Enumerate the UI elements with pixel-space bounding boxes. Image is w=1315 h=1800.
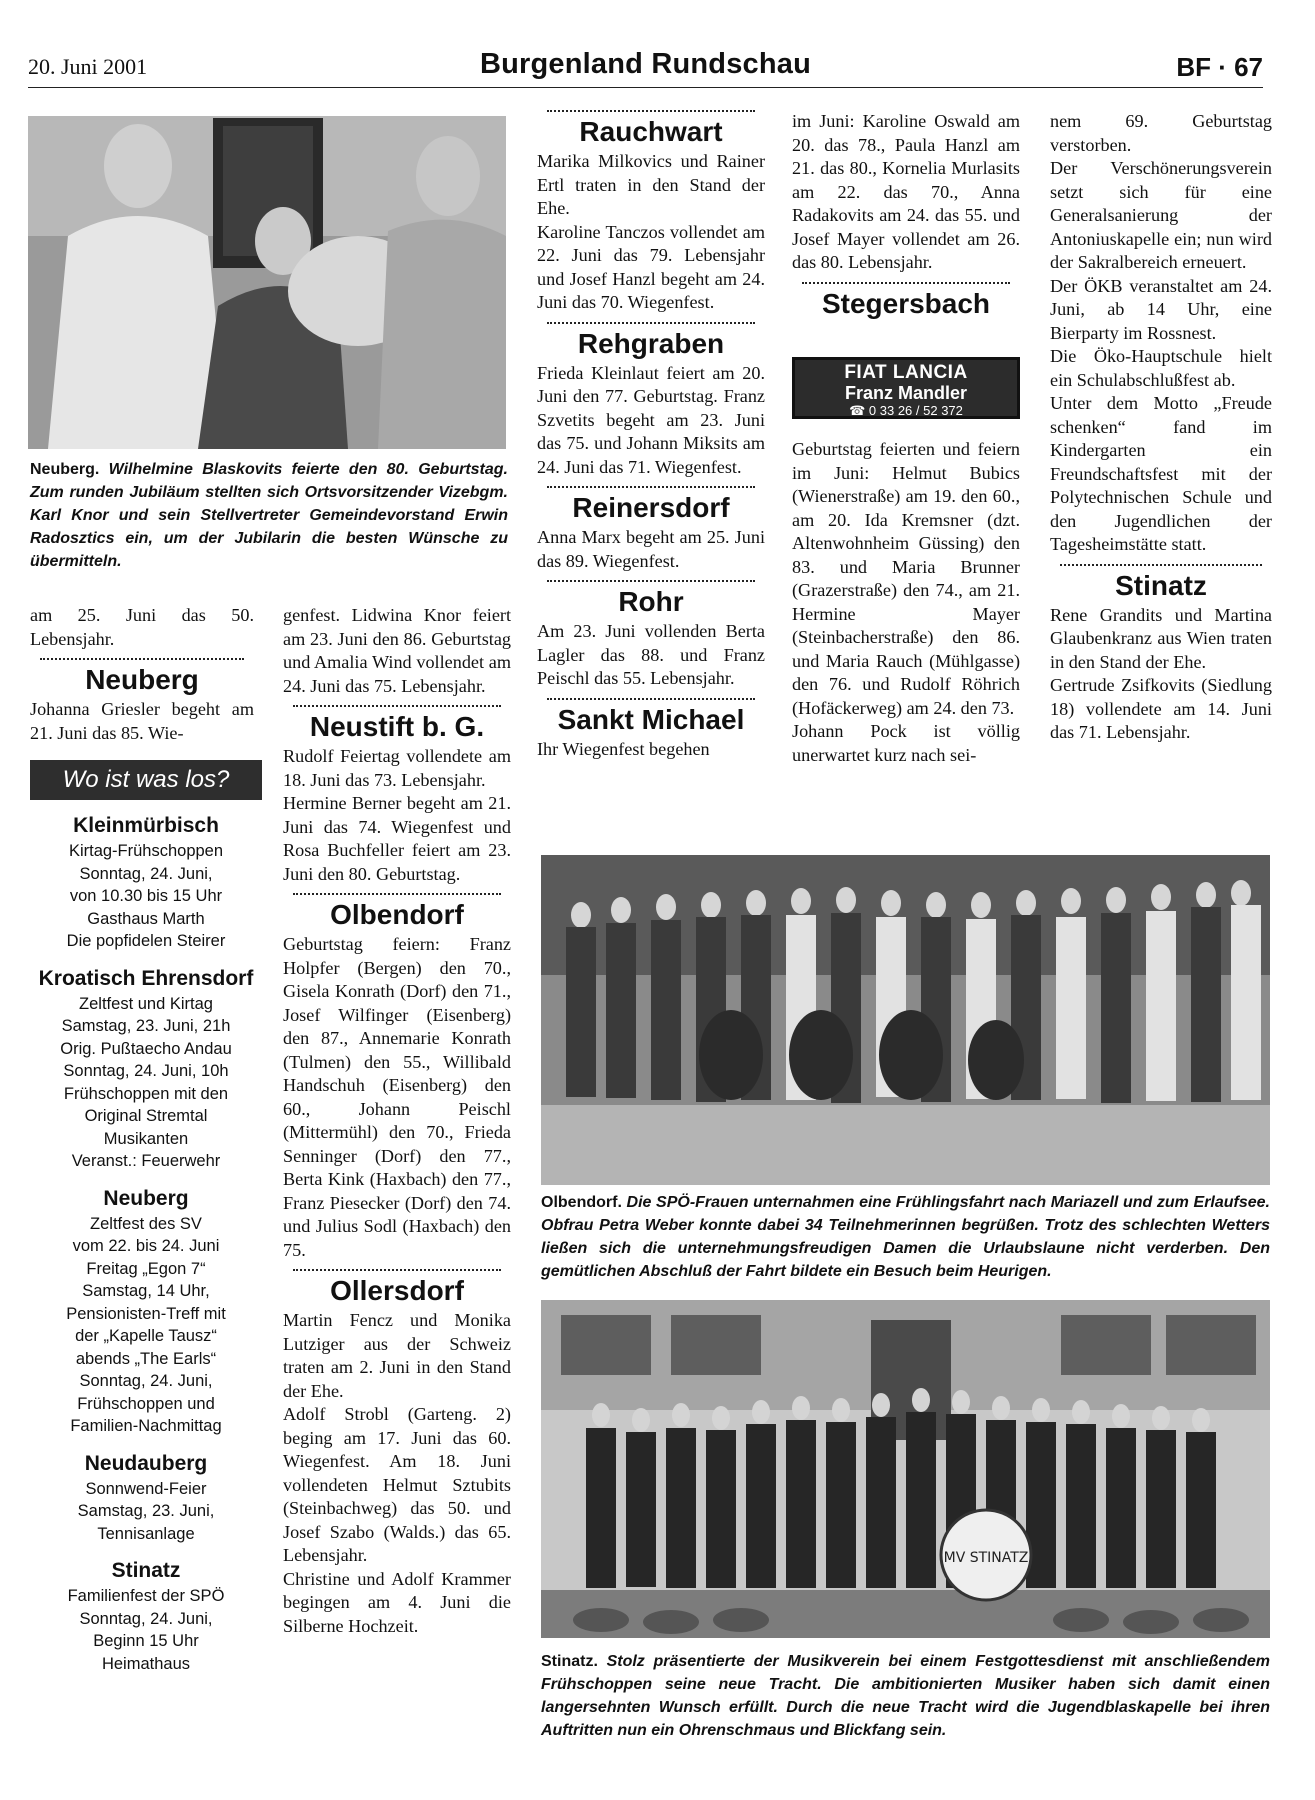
caption-text: Die SPÖ-Frauen unternahmen eine Frühlingsfahrt nach Mariazell und zum Erlaufsee. Obfrau Petra Weber konnte dabei 34 Teilnehmerinnen begrüßen. Trotz des schlechten Wetters ließen sich die unternehmungsfreudigen Damen die Urlaubslaune nicht verderben. Den gemütlichen Abschluß der Fahrt bildete ein Besuch beim Heurigen. <box>541 1194 1270 1280</box>
event-line: Zeltfest und Kirtag <box>79 994 213 1013</box>
event-place: Neuberg <box>103 1186 189 1210</box>
paragraph: Martin Fencz und Monika Lutziger aus der Schweiz traten am 2. Juni in den Stand der Ehe. <box>283 1310 511 1401</box>
locality-heading: Neustift b. G. <box>309 711 485 742</box>
photo-jubilee <box>28 116 506 449</box>
caption-jubilee <box>30 458 508 573</box>
locality-heading: Rauchwart <box>579 116 723 147</box>
event-line: abends „The Earls“ <box>75 1349 217 1368</box>
column-4 <box>792 110 1020 322</box>
event-line: Sonntag, 24. Juni, <box>79 864 213 883</box>
event-line: Gasthaus Marth <box>87 909 205 928</box>
ad-dealer: Franz Mandler <box>844 383 968 403</box>
paragraph: Der ÖKB veranstaltet am 24. Juni, ab 14 Uhr, eine Bierparty im Rossnest. <box>1050 275 1272 343</box>
caption-spoe-women <box>541 1191 1270 1283</box>
advertisement-fiat-lancia <box>792 357 1020 419</box>
dotted-separator <box>547 322 755 324</box>
event-line: Samstag, 23. Juni, <box>77 1502 215 1520</box>
paragraph: Christine und Adolf Krammer begingen am 4. Juni die Silberne Hochzeit. <box>283 1568 511 1636</box>
column-3 <box>537 108 765 761</box>
paragraph: Der Verschönerungsverein setzt sich für eine Generalsanierung der Antoniuskapelle ein; nun wird der Sakralbereich erneuert. <box>1050 158 1272 272</box>
paragraph: Johann Pock ist völlig unerwartet kurz nach sei- <box>792 721 1020 765</box>
event-line: Die popfidelen Steirer <box>66 932 226 950</box>
locality-heading: Neuberg <box>85 664 199 695</box>
dotted-separator <box>293 1269 501 1271</box>
event-place: Kroatisch Ehrensdorf <box>38 966 254 990</box>
event-line: von 10.30 bis 15 Uhr <box>69 887 223 905</box>
dotted-separator <box>293 893 501 895</box>
paragraph: Karoline Tanczos vollendet am 22. Juni das 79. Lebensjahr und Josef Hanzl begeht am 24. Juni das 70. Wiegenfest. <box>537 221 765 312</box>
page-header <box>28 48 1263 88</box>
event-line: Zeltfest des SV <box>90 1214 202 1233</box>
column-1 <box>30 604 254 745</box>
caption-text: Wilhelmine Blaskovits feierte den 80. Geburtstag. Zum runden Jubiläum stellten sich Ortsvorsitzender Vizebgm. Karl Knor und sein Stellvertreter Gemeindevorstand Erwin Radosztics ein, um der Jubilarin die besten Wünsche zu übermitteln. <box>30 461 508 570</box>
caption-musikverein <box>541 1650 1270 1742</box>
event-place: Neudauberg <box>84 1451 208 1475</box>
event-line: Musikanten <box>103 1129 189 1148</box>
dotted-separator <box>547 698 755 700</box>
event-line: Orig. Pußtaecho Andau <box>60 1039 232 1058</box>
dotted-separator <box>1060 564 1262 566</box>
column-4-continued <box>792 438 1020 767</box>
event-line: Samstag, 14 Uhr, <box>82 1282 210 1300</box>
event-line: der „Kapelle Tausz“ <box>75 1327 217 1345</box>
event-line: Sonnwend-Feier <box>85 1479 207 1498</box>
caption-place: Stinatz. <box>541 1653 598 1670</box>
event-line: Sonntag, 24. Juni, 10h <box>63 1062 229 1080</box>
dotted-separator <box>547 486 755 488</box>
event-line: Familienfest der SPÖ <box>67 1587 225 1605</box>
caption-text: Stolz präsentierte der Musikverein bei einem Festgottesdienst mit anschließendem Frühschoppen seine neue Tracht. Die ambitionierten Musiker haben sich damit einen langersehnten Wunsch erfüllt. Durch die neue Tracht wird die Jugendblaskapelle bei ihren Auftritten nun ein Ohrenschmaus und Blickfang sein. <box>541 1653 1270 1739</box>
dotted-separator <box>293 705 501 707</box>
event-line: Frühschoppen und <box>77 1394 215 1413</box>
paragraph: Marika Milkovics und Rainer Ertl traten in den Stand der Ehe. <box>537 151 765 218</box>
locality-heading: Rohr <box>618 586 684 617</box>
event-line: Kirtag-Frühschoppen <box>68 842 224 860</box>
event-line: vom 22. bis 24. Juni <box>72 1237 220 1255</box>
paragraph: Am 23. Juni vollenden Berta Lagler das 88. und Franz Peischl das 55. Lebensjahr. <box>537 621 765 688</box>
paragraph: Anna Marx begeht am 25. Juni das 89. Wiegenfest. <box>537 527 765 571</box>
event-line: Tennisanlage <box>97 1524 195 1543</box>
photo-spoe-women-group <box>541 855 1270 1185</box>
ad-brand: FIAT LANCIA <box>844 362 968 383</box>
paragraph: Ihr Wiegenfest begehen <box>537 738 710 759</box>
event-line: Original Stremtal <box>84 1107 208 1125</box>
paragraph: Rene Grandits und Martina Glaubenkranz aus Wien traten in den Stand der Ehe. <box>1050 604 1272 672</box>
dotted-separator <box>547 110 755 112</box>
event-line: Samstag, 23. Juni, 21h <box>61 1017 231 1035</box>
dotted-separator <box>547 580 755 582</box>
paragraph: Geburtstag feiern: Franz Holpfer (Bergen) den 70., Gisela Konrath (Dorf) den 71., Josef Wilfinger (Eisenberg) den 87., Annemarie Konrath (Tulmen) den 55., Willibald Handschuh (Eisenberg) den 60., Johann Peischl (Mittermühl) den 70., Frieda Senninger (Dorf) den 77., Berta Kink (Haxbach) den 77., Franz Piesecker (Dorf) den 74. und Julius Sodl (Haxbach) den 75. <box>283 934 511 1260</box>
event-line: Pensionisten-Treff mit <box>66 1304 226 1323</box>
paragraph: Johanna Griesler begeht am 21. Juni das 85. Wie- <box>30 699 254 743</box>
paragraph: Die Öko-Hauptschule hielt ein Schulabschlußfest ab. <box>1050 346 1272 390</box>
event-line: Heimathaus <box>101 1654 191 1673</box>
paragraph: nem 69. Geburtstag verstorben. <box>1050 111 1272 155</box>
event-line: Sonntag, 24. Juni, <box>79 1609 213 1628</box>
event-line: Sonntag, 24. Juni, <box>79 1372 213 1390</box>
ad-phone: ☎ 0 33 26 / 52 372 <box>849 403 963 418</box>
photo-musikverein-stinatz <box>541 1300 1270 1638</box>
caption-place: Olbendorf. <box>541 1194 622 1211</box>
events-title: Wo ist was los? <box>30 760 262 800</box>
locality-heading: Ollersdorf <box>330 1275 464 1306</box>
locality-heading: Rehgraben <box>577 327 725 359</box>
event-place: Kleinmürbisch <box>73 814 219 837</box>
dotted-separator <box>40 658 244 660</box>
column-2 <box>283 604 511 1638</box>
page-number: BF · 67 <box>1176 52 1263 82</box>
locality-heading: Reinersdorf <box>572 492 730 523</box>
locality-heading: Stegersbach <box>821 287 991 319</box>
locality-heading: Olbendorf <box>330 899 464 930</box>
issue-date: 20. Juni 2001 <box>28 54 148 79</box>
column-5 <box>1050 110 1272 745</box>
drum-lettering: MV STINATZ <box>943 1550 1029 1566</box>
paragraph: Frieda Kleinlaut feiert am 20. Juni den 77. Geburtstag. Franz Szvetits begeht am 23. Juni das 75. und Johann Miksits am 24. Juni das 71. Wiegenfest. <box>537 362 765 477</box>
event-line: Veranst.: Feuerwehr <box>71 1152 221 1170</box>
events-box <box>30 760 262 1675</box>
dotted-separator <box>802 282 1010 284</box>
paragraph: Hermine Berner begeht am 21. Juni das 74. Wiegenfest und Rosa Buchfeller feiert am 23. Juni den 80. Geburtstag. <box>283 793 511 884</box>
paragraph: Rudolf Feiertag vollendete am 18. Juni das 73. Lebensjahr. <box>283 746 511 790</box>
paragraph: am 25. Juni das 50. Lebensjahr. <box>30 605 254 649</box>
paragraph: Unter dem Motto „Freude schenken“ fand im Kindergarten ein Freundschaftsfest mit der Polytechnischen Schule und den Jugendlichen der Tagesheimstätte statt. <box>1050 393 1272 554</box>
paragraph: genfest. Lidwina Knor feiert am 23. Juni den 86. Geburtstag und Amalia Wind vollendet am 24. Juni das 75. Lebensjahr. <box>283 605 511 696</box>
paragraph: Geburtstag feierten und feiern im Juni: Helmut Bubics (Wienerstraße) am 19. den 60., am 20. Ida Kremsner (dzt. Altenwohnheim Güssing) den 83. und Maria Brunner (Grazerstraße) den 74., am 21. Hermine Mayer (Steinbacherstraße) den 86. und Maria Rauch (Mühlgasse) den 76. und Rudolf Röhrich (Hofäckerweg) am 24. den 73. <box>792 439 1020 718</box>
event-line: Freitag „Egon 7“ <box>86 1259 206 1278</box>
newspaper-title: Burgenland Rundschau <box>479 48 812 80</box>
caption-place: Neuberg. <box>30 461 100 478</box>
paragraph: im Juni: Karoline Oswald am 20. das 78., Paula Hanzl am 21. das 80., Kornelia Murlasits am 22. das 70., Anna Radakovits am 24. das 55. und Josef Mayer vollendet am 26. das 80. Lebensjahr. <box>792 111 1020 272</box>
locality-heading: Sankt Michael <box>557 703 745 735</box>
paragraph: Gertrude Zsifkovits (Siedlung 18) vollendete am 14. Juni das 71. Lebensjahr. <box>1050 675 1272 742</box>
event-line: Frühschoppen mit den <box>63 1084 229 1103</box>
event-place: Stinatz <box>111 1559 181 1582</box>
locality-heading: Stinatz <box>1115 569 1207 601</box>
paragraph: Adolf Strobl (Garteng. 2) beging am 17. Juni das 60. Wiegenfest. Am 18. Juni vollendeten Helmut Sztubits (Steinbachweg) das 50. und Josef Szabo (Walds.) das 65. Lebensjahr. <box>283 1404 511 1565</box>
event-line: Familien-Nachmittag <box>70 1417 222 1435</box>
event-line: Beginn 15 Uhr <box>93 1632 199 1650</box>
